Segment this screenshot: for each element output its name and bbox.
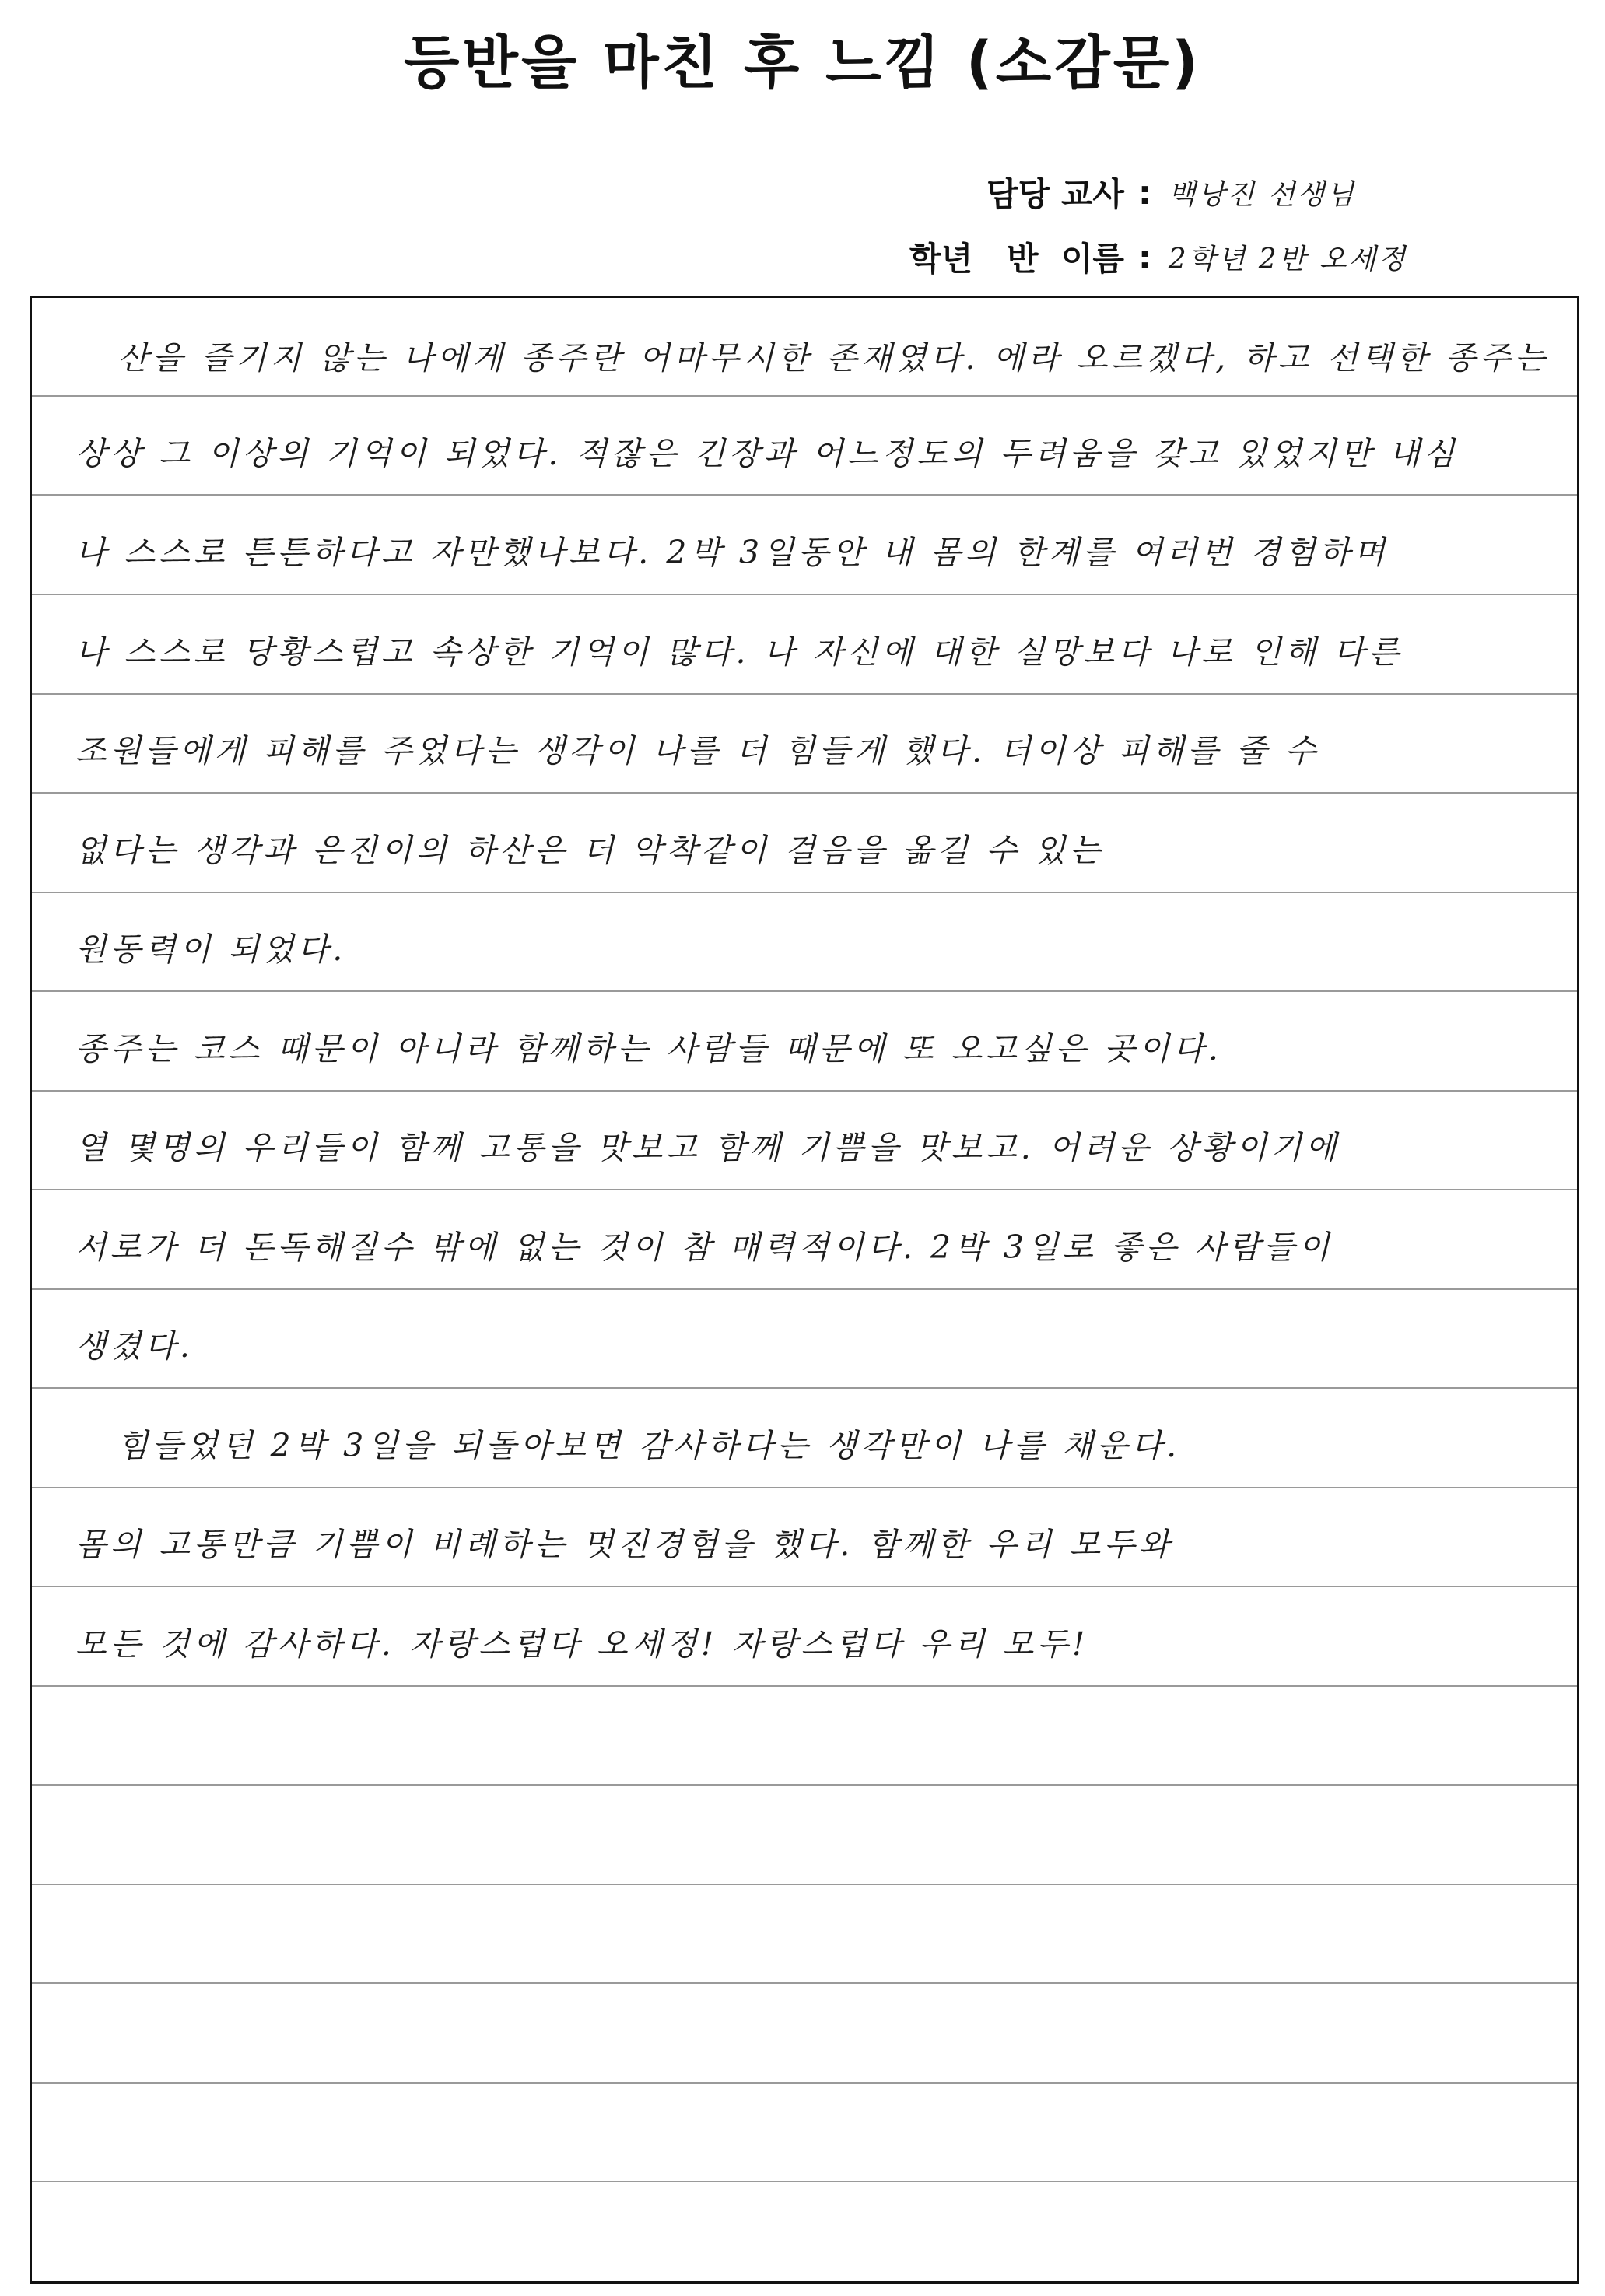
essay-line: 원동력이 되었다.: [75, 931, 347, 968]
ruled-line: [32, 2181, 1577, 2182]
student-label: 학년 반 이름: [909, 240, 1124, 278]
ruled-line: [32, 2082, 1577, 2084]
essay-line: 나 스스로 튼튼하다고 자만했나보다. 2박 3일동안 내 몸의 한계를 여러번 경험하며: [75, 534, 1389, 571]
teacher-row: [805, 165, 1583, 219]
student-row: [805, 230, 1583, 284]
essay-line: 서로가 더 돈독해질수 밖에 없는 것이 참 매력적이다. 2박 3일로 좋은 사람들이: [75, 1229, 1333, 1266]
teacher-colon: :: [1138, 173, 1151, 212]
essay-line: 산을 즐기지 않는 나에게 종주란 어마무시한 존재였다. 에라 오르겠다, 하고 선택한 종주는: [117, 339, 1550, 377]
ruled-line: [32, 1884, 1577, 1885]
essay-line: 힘들었던 2박 3일을 되돌아보면 감사하다는 생각만이 나를 채운다.: [117, 1427, 1181, 1464]
teacher-value: 백낭진 선생님: [1168, 178, 1356, 211]
essay-line: 생겼다.: [75, 1327, 194, 1365]
essay-line: 종주는 코스 때문이 아니라 함께하는 사람들 때문에 또 오고싶은 곳이다.: [75, 1030, 1222, 1067]
essay-line: 모든 것에 감사하다. 자랑스럽다 오세정! 자랑스럽다 우리 모두!: [75, 1625, 1089, 1663]
ruled-line: [32, 1784, 1577, 1786]
essay-line: 나 스스로 당황스럽고 속상한 기억이 많다. 나 자신에 대한 실망보다 나로 인해 다른: [75, 633, 1403, 671]
writing-sheet: [30, 296, 1579, 2284]
essay-line: 상상 그 이상의 기억이 되었다. 적잖은 긴장과 어느정도의 두려움을 갖고 있었지만 내심: [75, 435, 1459, 472]
essay-line: 몸의 고통만큼 기쁨이 비례하는 멋진경험을 했다. 함께한 우리 모두와: [75, 1526, 1174, 1563]
ruled-line: [32, 1982, 1577, 1984]
essay-line: 열 몇명의 우리들이 함께 고통을 맛보고 함께 기쁨을 맛보고. 어려운 상황이기에: [75, 1129, 1340, 1166]
teacher-label: 담당 교사: [986, 175, 1124, 213]
student-value: 2학년 2반 오세정: [1168, 243, 1408, 275]
essay-line: 조원들에게 피해를 주었다는 생각이 나를 더 힘들게 했다. 더이상 피해를 줄 수: [75, 732, 1320, 769]
essay-line: 없다는 생각과 은진이의 하산은 더 악착같이 걸음을 옮길 수 있는: [75, 832, 1105, 869]
page-title: 등반을 마친 후 느낌 (소감문): [403, 30, 1201, 96]
student-colon: :: [1138, 237, 1151, 276]
